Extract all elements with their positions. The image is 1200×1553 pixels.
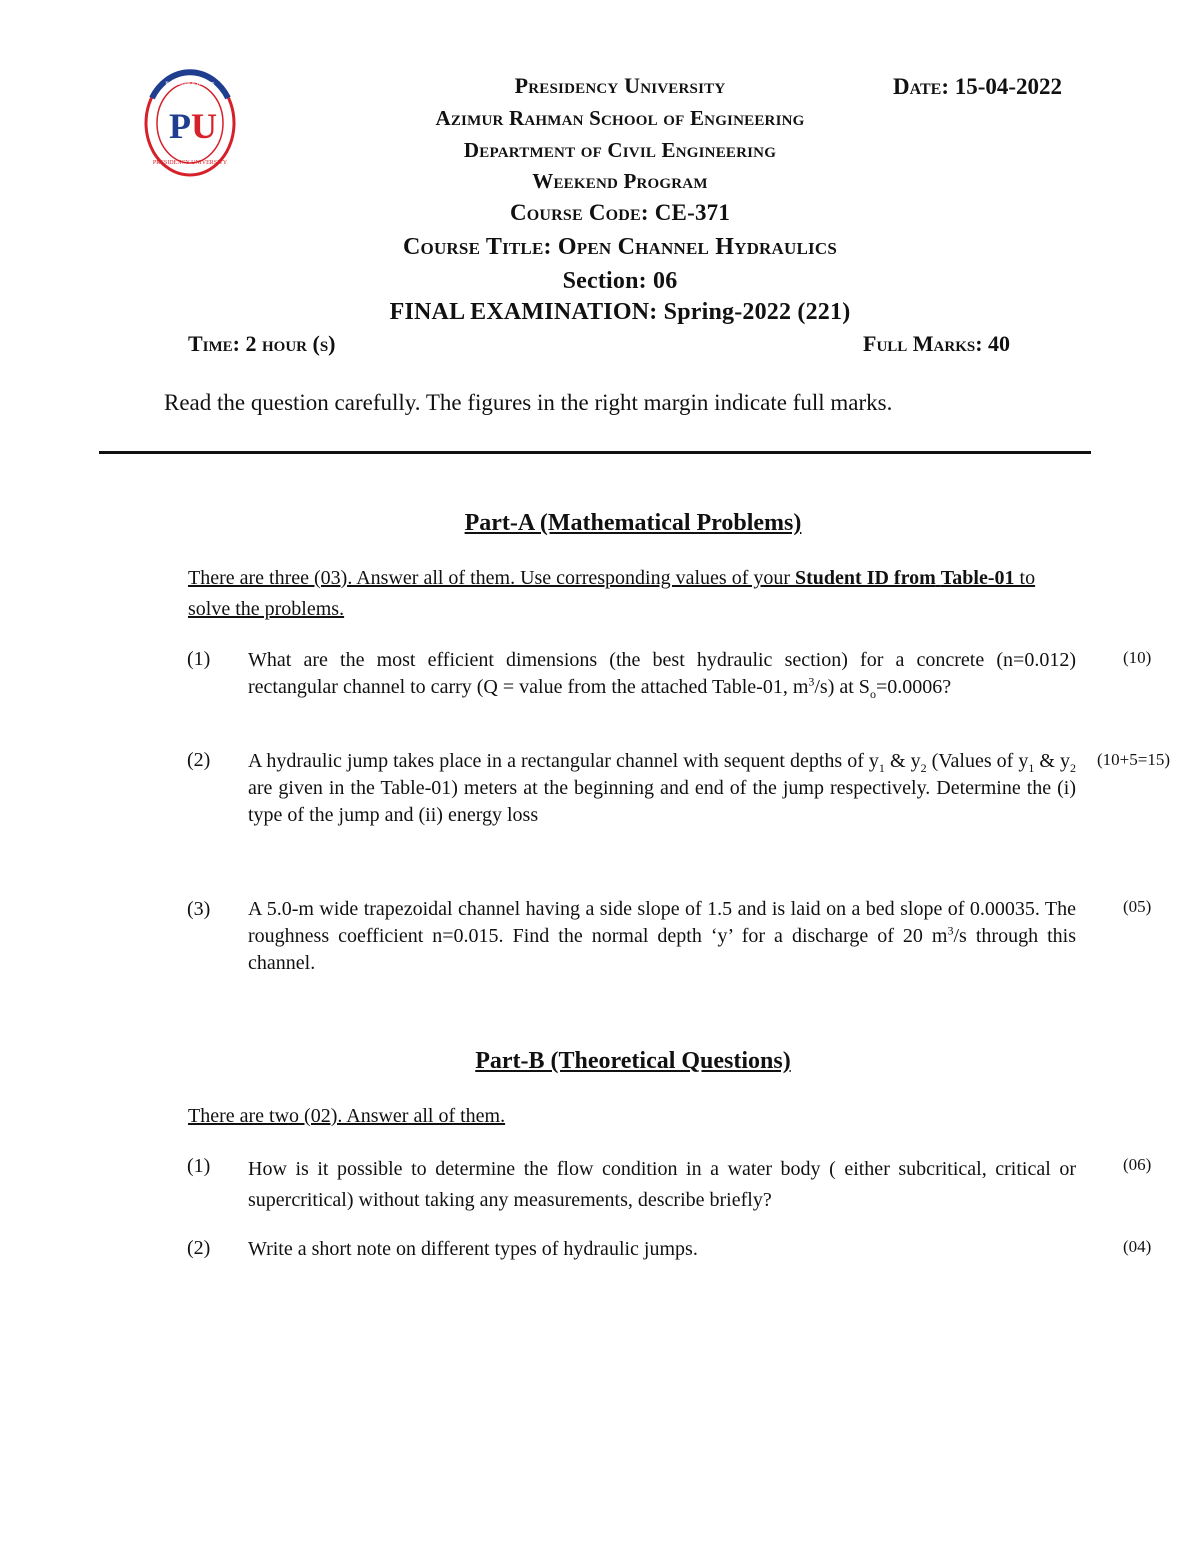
school-name: Azimur Rahman School of Engineering [435,106,805,130]
question-marks: (10) [1123,648,1152,667]
course-title: Course Title: Open Channel Hydraulics [403,234,837,260]
part-a-title: Part-A (Mathematical Problems) [464,510,802,536]
question-number: (2) [187,749,211,771]
university-logo [144,68,236,178]
question-number: (1) [187,648,211,670]
exam-date: Date: 15-04-2022 [893,74,1063,99]
question-text: How is it possible to determine the flow condition in a water body ( either subcritical, critical or supercritical) without taking any measurements, describe briefly? [248,1158,1076,1211]
question-text: A 5.0-m wide trapezoidal channel having a side slope of 1.5 and is laid on a bed slope of 0.00035. The roughness coefficient n=0.015. Find the normal depth ‘y’ for a discharge of 20 $m^3/s$ through this channel. [248,898,1076,974]
logo-ring-text: PRESIDENCY UNIVERSITY [152,160,228,166]
question-number: (1) [187,1155,211,1177]
full-marks: Full Marks: 40 [863,331,1011,356]
program-name: Weekend Program [532,169,708,193]
question-marks: (04) [1123,1237,1152,1256]
course-code: Course Code: CE-371 [509,200,731,225]
question-text: What are the most efficient dimensions (the best hydraulic section) for a concrete (n=0.012) rectangular channel to carry (Q = value from the attached Table-01, $m^3/s$) at $S_o=0.0006$? [248,649,1076,701]
divider [99,451,1091,454]
logo-letter-p: P [169,106,191,146]
department-name: Department of Civil Engineering [463,138,777,162]
part-b-title: Part-B (Theoretical Questions) [475,1048,791,1074]
question-marks: (10+5=15) [1097,750,1170,769]
logo-top-text: Knowledge & Wisdom [165,81,215,87]
exam-time: Time: 2 hour (s) [188,331,336,356]
instruction: Read the question carefully. The figures in the right margin indicate full marks. [164,390,893,415]
question-marks: (06) [1123,1155,1152,1174]
university-name: Presidency University [514,73,726,98]
exam-title: FINAL EXAMINATION: Spring-2022 (221) [389,299,851,325]
logo-letter-u: U [191,106,217,146]
question-text: Write a short note on different types of hydraulic jumps. [248,1238,698,1260]
section: Section: 06 [562,268,678,294]
question-number: (3) [187,898,211,920]
part-b-intro: There are two (02). Answer all of them. [188,1105,506,1127]
question-text: A hydraulic jump takes place in a rectangular channel with sequent depths of $y_1$ & $y_2$ (Values of $y_1$ & $y_2$ are given in the Table-01) meters at the beginning and end of the jump respectively. Determine the (i) type of the jump and (ii) energy loss [248,750,1077,826]
part-a-intro: There are three (03). Answer all of them. Use corresponding values of your Student ID from Table-01 to solve the problems. [188,567,1036,620]
question-number: (2) [187,1237,211,1259]
question-marks: (05) [1123,897,1152,916]
